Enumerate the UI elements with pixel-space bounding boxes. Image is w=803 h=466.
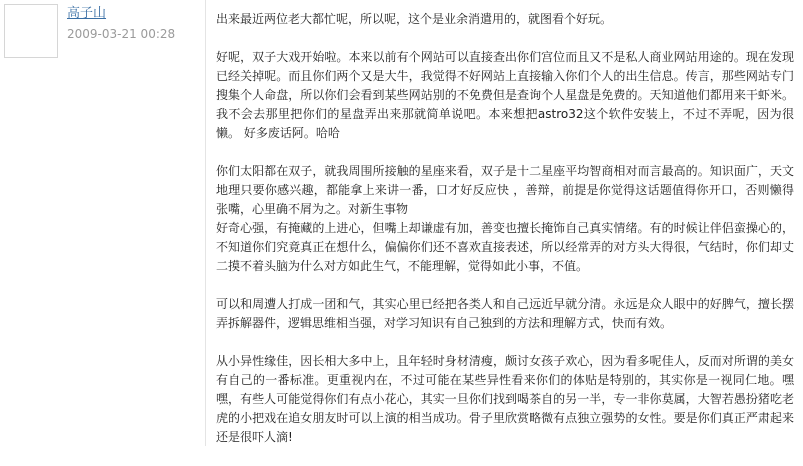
post-paragraph-2a: 你们太阳都在双子，就我周围所接触的星座来看，双子是十二星座平均智商相对而言最高的。知识面广，天文地理只要你感兴趣，都能拿上来讲一番，口才好反应快 ，善辩，前提是你觉得这话题值得你开口，否则懒得张嘴，心里确不屑为之。对新生事物 <box>216 164 794 216</box>
post-paragraph-3: 可以和周遭人打成一团和气，其实心里已经把各类人和自己远近早就分清。永远是众人眼中的好脾气，擅长摆弄拆解器件，逻辑思维相当强，对学习知识有自己独到的方法和理解方式，快而有效。 <box>216 297 794 330</box>
post-timestamp: 2009-03-21 00:28 <box>67 27 176 41</box>
post-paragraph-1: 好呢，双子大戏开始啦。本来以前有个网站可以直接查出你们宫位而且又不是私人商业网站用途的。现在发现已经关掉呢。而且你们两个又是大牛，我觉得不好网站上直接输入你们个人的出生信息。传言，那些网站专门搜集个人命盘，所以你们会看到某些网站别的不免费但是查询个人星盘是免费的。天知道他们都用来干虾米。我不会去那里把你们的星盘弄出来那就简单说吧。本来想把astro32这个软件安装上，不过不弄呢，因为很懒。 好多废话阿。哈哈 <box>216 50 794 140</box>
author-name-link[interactable]: 高子山 <box>67 6 107 21</box>
post-paragraph-2b: 好奇心强，有掩藏的上进心，但嘴上却谦虚有加，善变也擅长掩饰自己真实情绪。有的时候让伴侣蛮操心的，不知道你们究竟真正在想什么，偏偏你们还不喜欢直接表述，所以经常弄的对方头大得很，气结时，你们却丈二摸不着头脑为什么对方如此生气，不能理解，觉得如此小事，不值。 <box>216 221 794 273</box>
avatar[interactable] <box>4 4 58 58</box>
post-body <box>216 10 794 466</box>
post-paragraph-4: 从小异性缘佳，因长相大多中上，且年轻时身材清瘦，颇讨女孩子欢心，因为看多呢佳人，反而对所谓的美女有自己的一番标准。更重视内在，不过可能在某些异性看来你们的体贴是特别的，其实你是一视同仁地。嘿嘿，有些人可能觉得你们有点小花心，其实一旦你们找到喝茶自的另一半，专一非你莫属，大智若愚扮猪吃老虎的小把戏在追女朋友时可以上演的相当成功。骨子里欣赏略微有点独立强势的女性。要是你们真正严肃起来还是很吓人滴! <box>216 354 794 444</box>
post-paragraph-intro: 出来最近两位老大都忙呢，所以呢，这个是业余消遣用的，就图看个好玩。 <box>216 12 613 26</box>
column-divider <box>205 0 206 446</box>
